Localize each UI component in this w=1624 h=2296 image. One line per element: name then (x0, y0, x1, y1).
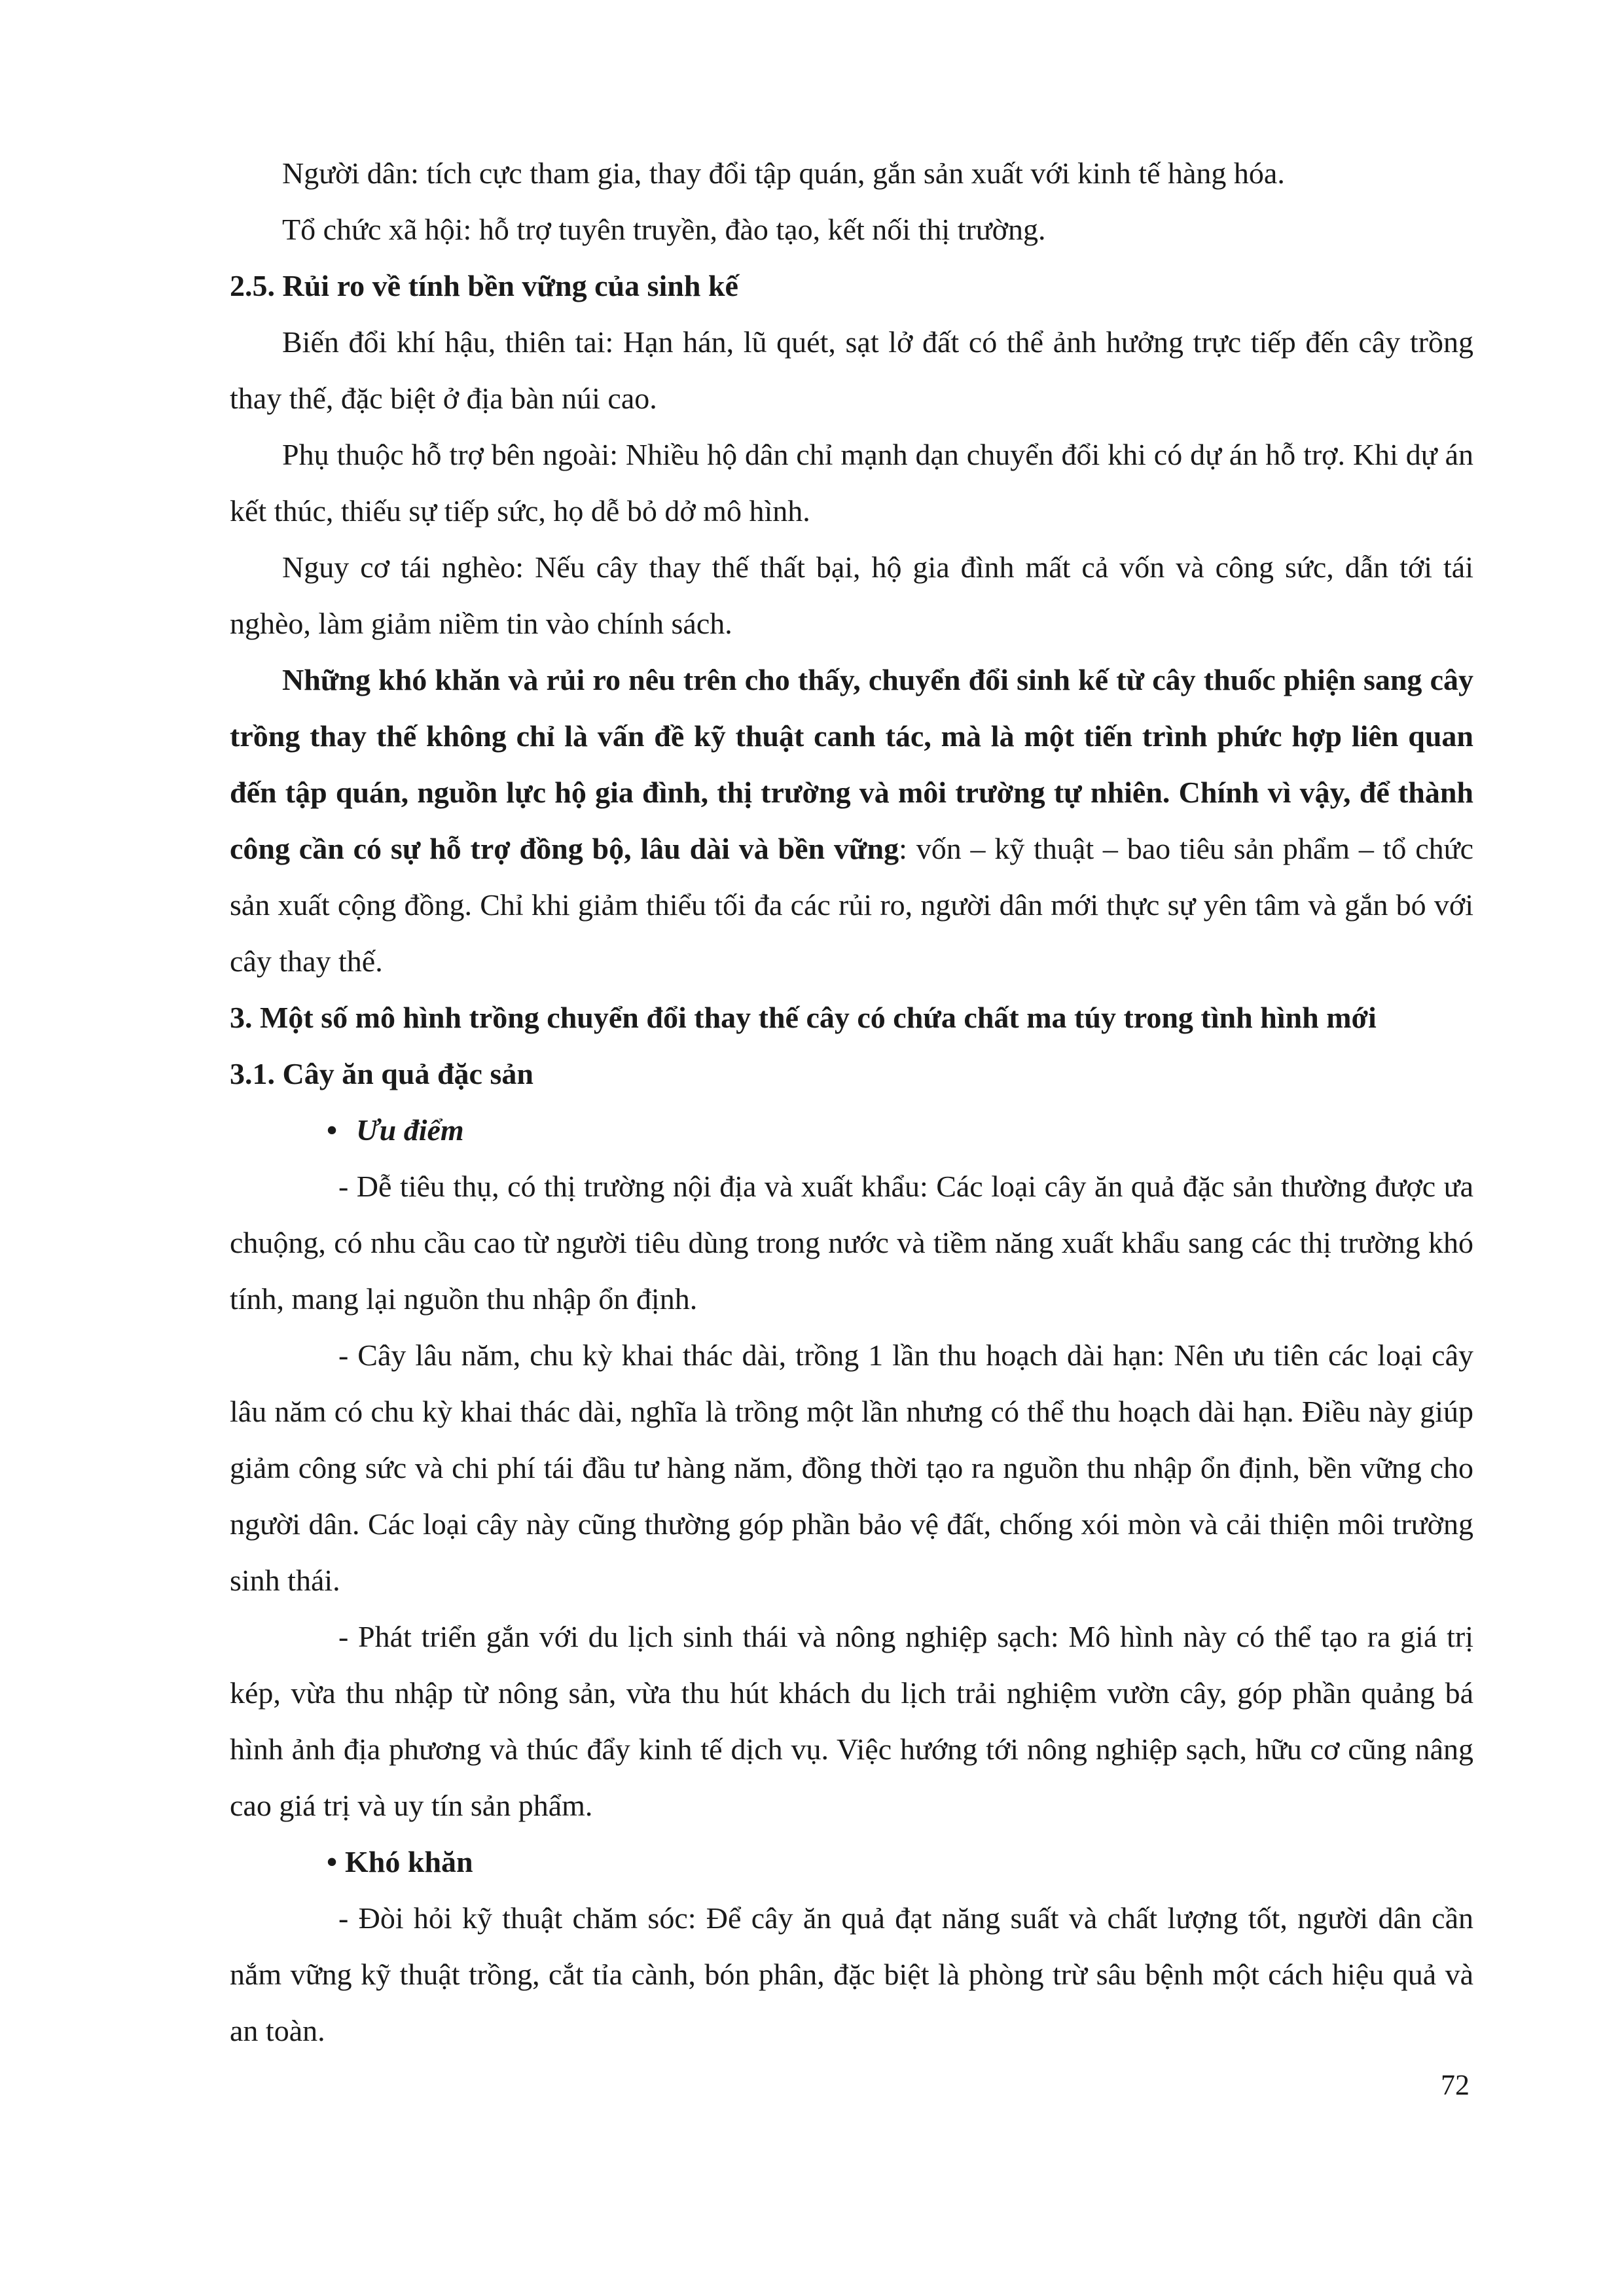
bullet-difficulties (327, 1834, 1473, 1890)
paragraph-bien-doi-khi-hau: Biến đổi khí hậu, thiên tai: Hạn hán, lũ quét, sạt lở đất có thể ảnh hưởng trực tiếp đến cây trồng thay thế, đặc biệt ở địa bàn núi cao. (230, 325, 1473, 415)
paragraph-conclusion (230, 652, 1473, 990)
advantage-item-1: - Dễ tiêu thụ, có thị trường nội địa và xuất khẩu: Các loại cây ăn quả đặc sản thường được ưa chuộng, có nhu cầu cao từ người tiêu dùng trong nước và tiềm năng xuất khẩu sang các thị trường khó tính, mang lại nguồn thu nhập ổn định. (230, 1170, 1473, 1316)
page-number: 72 (1441, 2069, 1470, 2101)
bullet-dot-icon: • (327, 1113, 338, 1147)
section-heading-3: 3. Một số mô hình trồng chuyển đổi thay thế cây có chứa chất ma túy trong tình hình mới (230, 1001, 1377, 1034)
advantage-item-2: - Cây lâu năm, chu kỳ khai thác dài, trồng 1 lần thu hoạch dài hạn: Nên ưu tiên các loại cây lâu năm có chu kỳ khai thác dài, nghĩa là trồng một lần nhưng có thể thu hoạch dài hạn. Điều này giúp giảm công sức và chi phí tái đầu tư hàng năm, đồng thời tạo ra nguồn thu nhập ổn định, bền vững cho người dân. Các loại cây này cũng thường góp phần bảo vệ đất, chống xói mòn và cải thiện môi trường sinh thái. (230, 1338, 1473, 1597)
paragraph-nguy-co-tai-ngheo: Nguy cơ tái nghèo: Nếu cây thay thế thất bại, hộ gia đình mất cả vốn và công sức, dẫn tới tái nghèo, làm giảm niềm tin vào chính sách. (230, 550, 1473, 640)
bullet-label-difficulties: Khó khăn (345, 1845, 473, 1878)
page-content (230, 145, 1473, 2059)
section-heading-2-5: 2.5. Rủi ro về tính bền vững của sinh kế (230, 269, 738, 302)
advantage-item-3: - Phát triển gắn với du lịch sinh thái và nông nghiệp sạch: Mô hình này có thể tạo ra giá trị kép, vừa thu nhập từ nông sản, vừa thu hút khách du lịch trải nghiệm vườn cây, góp phần quảng bá hình ảnh địa phương và thúc đẩy kinh tế dịch vụ. Việc hướng tới nông nghiệp sạch, hữu cơ cũng nâng cao giá trị và uy tín sản phẩm. (230, 1620, 1473, 1822)
paragraph-nguoi-dan: Người dân: tích cực tham gia, thay đổi tập quán, gắn sản xuất với kinh tế hàng hóa. (282, 156, 1285, 190)
conclusion-regular-text: : vốn – kỹ thuật – bao tiêu sản phẩm – tổ chức sản xuất cộng đồng. Chỉ khi giảm thiểu tối đa các rủi ro, người dân mới thực sự yên tâm và gắn bó với cây thay thế. (230, 832, 1473, 978)
subsection-heading-3-1: 3.1. Cây ăn quả đặc sản (230, 1057, 533, 1090)
paragraph-to-chuc-xa-hoi: Tổ chức xã hội: hỗ trợ tuyên truyền, đào tạo, kết nối thị trường. (282, 213, 1046, 246)
bullet-label-advantages: Ưu điểm (356, 1113, 464, 1147)
bullet-dot-icon: • (327, 1845, 338, 1878)
difficulty-item-1: - Đòi hỏi kỹ thuật chăm sóc: Để cây ăn quả đạt năng suất và chất lượng tốt, người dân cần nắm vững kỹ thuật trồng, cắt tỉa cành, bón phân, đặc biệt là phòng trừ sâu bệnh một cách hiệu quả và an toàn. (230, 1901, 1473, 2047)
bullet-advantages (327, 1102, 1473, 1158)
conclusion-bold-text: Những khó khăn và rủi ro nêu trên cho thấy, chuyển đổi sinh kế từ cây thuốc phiện sang cây trồng thay thế không chỉ là vấn đề kỹ thuật canh tác, mà là một tiến trình phức hợp liên quan đến tập quán, nguồn lực hộ gia đình, thị trường và môi trường tự nhiên. Chính vì vậy, để thành công cần có sự hỗ trợ đồng bộ, lâu dài và bền vững (230, 663, 1473, 865)
paragraph-phu-thuoc-ho-tro: Phụ thuộc hỗ trợ bên ngoài: Nhiều hộ dân chỉ mạnh dạn chuyển đổi khi có dự án hỗ trợ. Khi dự án kết thúc, thiếu sự tiếp sức, họ dễ bỏ dở mô hình. (230, 438, 1473, 528)
